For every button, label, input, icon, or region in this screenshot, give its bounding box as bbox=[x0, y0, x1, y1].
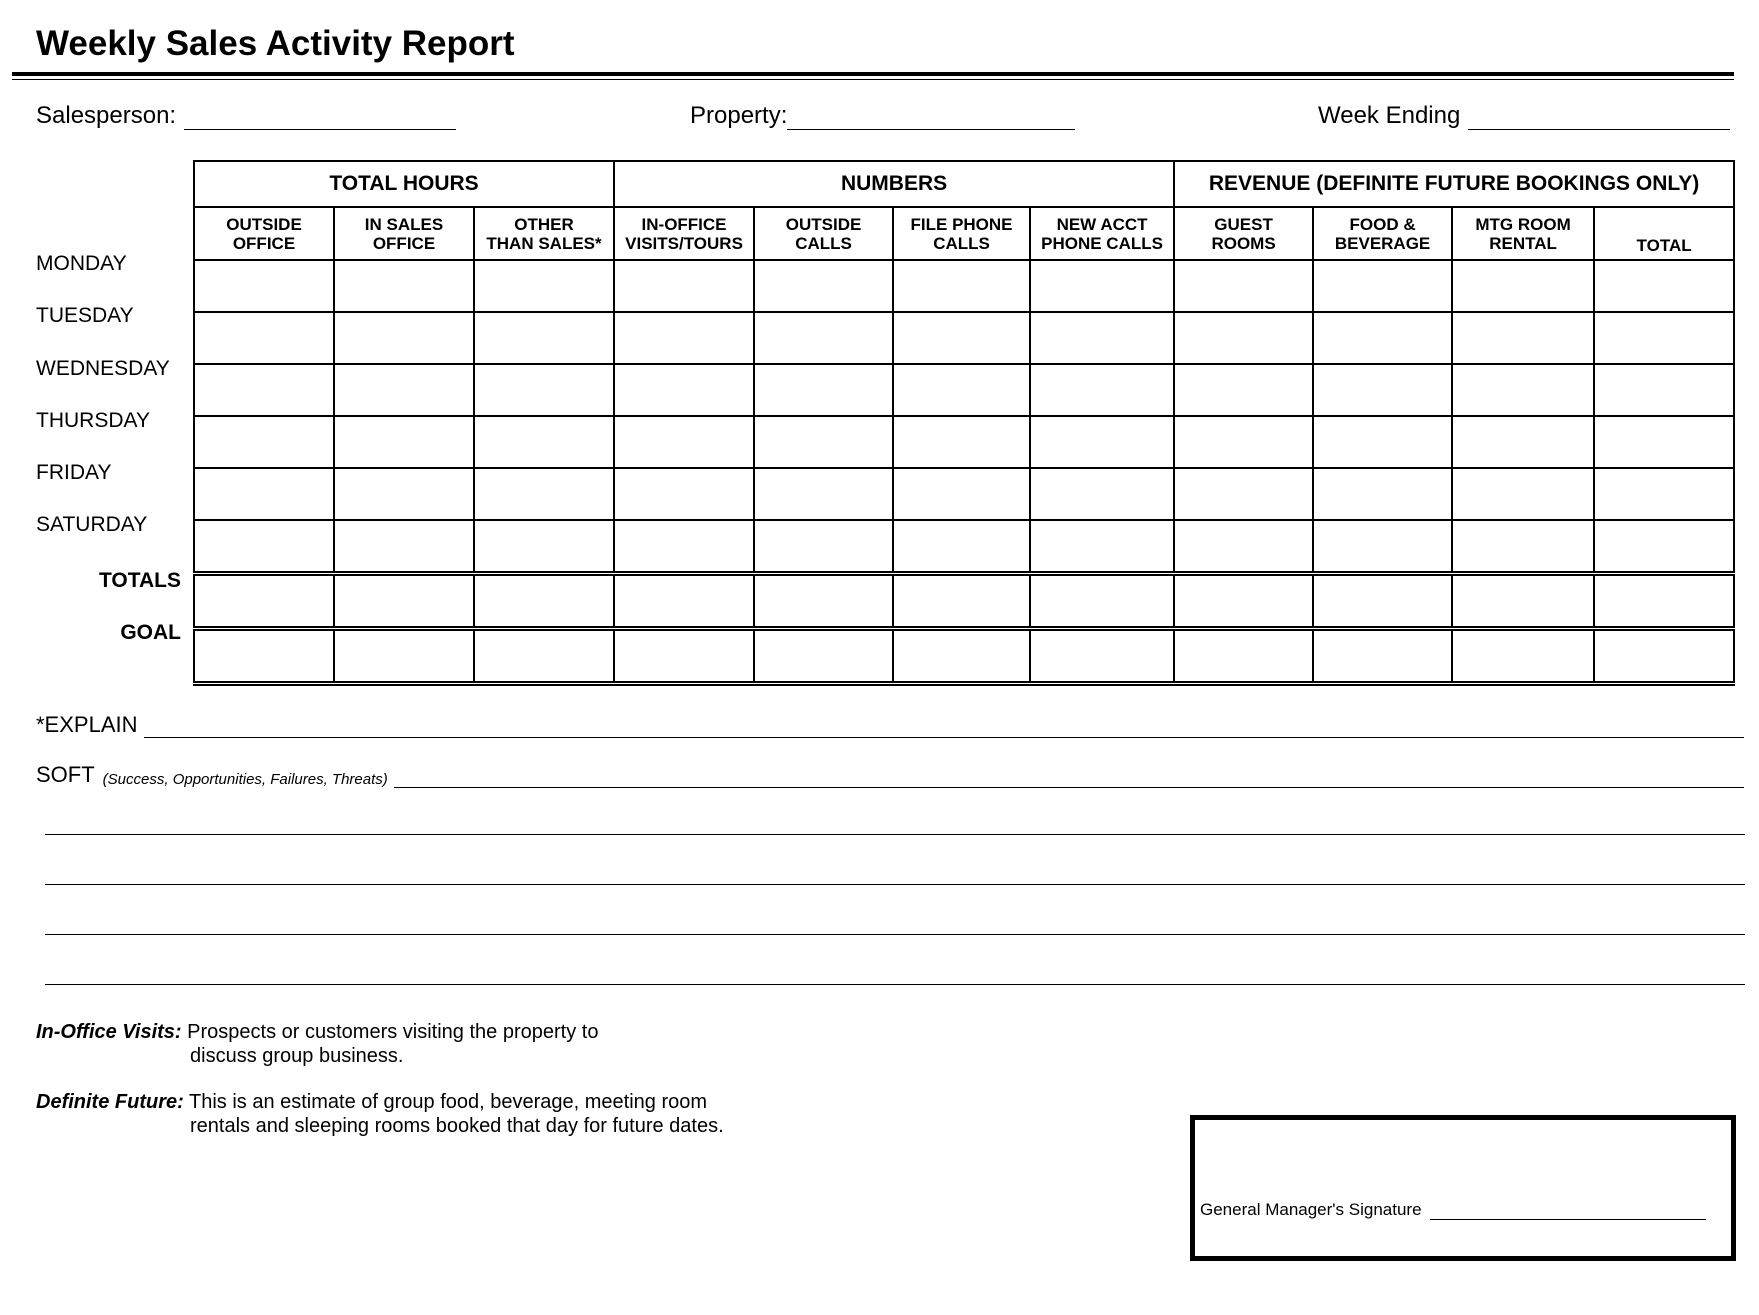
table-cell[interactable] bbox=[893, 629, 1030, 684]
table-cell[interactable] bbox=[754, 416, 893, 468]
table-cell[interactable] bbox=[194, 520, 334, 574]
col-guest-rooms: GUEST ROOMS bbox=[1174, 207, 1313, 260]
group-total-hours: TOTAL HOURS bbox=[194, 161, 614, 207]
table-row-goal bbox=[194, 629, 1734, 684]
table-cell[interactable] bbox=[1313, 416, 1452, 468]
table-cell[interactable] bbox=[1030, 416, 1174, 468]
col-total: TOTAL bbox=[1594, 207, 1734, 260]
table-cell[interactable] bbox=[194, 574, 334, 629]
table-cell[interactable] bbox=[1594, 364, 1734, 416]
table-cell[interactable] bbox=[1313, 312, 1452, 364]
salesperson-label: Salesperson: bbox=[36, 102, 177, 129]
table-cell[interactable] bbox=[194, 260, 334, 312]
table-cell[interactable] bbox=[1313, 364, 1452, 416]
col-in-office-visits: IN-OFFICE VISITS/TOURS bbox=[614, 207, 754, 260]
table-cell[interactable] bbox=[334, 260, 474, 312]
page-title: Weekly Sales Activity Report bbox=[36, 24, 515, 63]
table-cell[interactable] bbox=[474, 468, 614, 520]
table-cell[interactable] bbox=[1174, 629, 1313, 684]
table-cell[interactable] bbox=[754, 629, 893, 684]
row-label-thursday: THURSDAY bbox=[36, 409, 150, 432]
signature-input-line[interactable] bbox=[1430, 1203, 1706, 1220]
table-row-friday bbox=[194, 468, 1734, 520]
table-cell[interactable] bbox=[474, 520, 614, 574]
table-cell[interactable] bbox=[1313, 520, 1452, 574]
soft-hint: (Success, Opportunities, Failures, Threats) bbox=[102, 771, 388, 788]
table-cell[interactable] bbox=[614, 468, 754, 520]
table-cell[interactable] bbox=[334, 416, 474, 468]
table-cell[interactable] bbox=[334, 312, 474, 364]
row-label-goal: GOAL bbox=[120, 621, 181, 644]
table-cell[interactable] bbox=[474, 364, 614, 416]
title-rule-thin bbox=[12, 79, 1734, 80]
property-input-line[interactable] bbox=[787, 107, 1075, 130]
table-cell[interactable] bbox=[474, 416, 614, 468]
table-cell[interactable] bbox=[194, 629, 334, 684]
table-cell[interactable] bbox=[893, 364, 1030, 416]
table-cell[interactable] bbox=[1174, 520, 1313, 574]
col-in-sales-office: IN SALES OFFICE bbox=[334, 207, 474, 260]
week-ending-label: Week Ending bbox=[1318, 102, 1461, 129]
table-cell[interactable] bbox=[1452, 468, 1594, 520]
table-cell[interactable] bbox=[194, 416, 334, 468]
table-cell[interactable] bbox=[1174, 468, 1313, 520]
table-cell[interactable] bbox=[1452, 416, 1594, 468]
soft-field bbox=[36, 762, 1744, 788]
soft-label: SOFT bbox=[36, 762, 95, 787]
table-cell[interactable] bbox=[614, 312, 754, 364]
table-row-saturday bbox=[194, 520, 1734, 574]
table-cell[interactable] bbox=[754, 468, 893, 520]
col-other-than-sales: OTHER THAN SALES* bbox=[474, 207, 614, 260]
table-cell[interactable] bbox=[614, 416, 754, 468]
table-cell[interactable] bbox=[474, 574, 614, 629]
table-row-thursday bbox=[194, 416, 1734, 468]
explain-label: *EXPLAIN bbox=[36, 712, 138, 737]
table-cell[interactable] bbox=[334, 574, 474, 629]
group-header-row bbox=[194, 161, 1734, 207]
table-cell[interactable] bbox=[1030, 629, 1174, 684]
table-cell[interactable] bbox=[1452, 520, 1594, 574]
week-ending-input-line[interactable] bbox=[1468, 107, 1730, 130]
table-cell[interactable] bbox=[1452, 260, 1594, 312]
activity-table bbox=[193, 160, 1735, 686]
table-cell[interactable] bbox=[1030, 520, 1174, 574]
signature-box bbox=[1190, 1115, 1736, 1261]
table-cell[interactable] bbox=[1594, 260, 1734, 312]
table-cell[interactable] bbox=[1452, 629, 1594, 684]
notes-line[interactable] bbox=[45, 884, 1745, 885]
week-ending-field bbox=[1318, 102, 1730, 130]
property-field bbox=[690, 102, 1075, 130]
table-cell[interactable] bbox=[334, 364, 474, 416]
table-cell[interactable] bbox=[614, 574, 754, 629]
table-cell[interactable] bbox=[1174, 416, 1313, 468]
note-term: In-Office Visits: bbox=[36, 1021, 182, 1043]
table-cell[interactable] bbox=[754, 260, 893, 312]
signature-label: General Manager's Signature bbox=[1200, 1200, 1422, 1219]
table-cell[interactable] bbox=[1030, 468, 1174, 520]
table-cell[interactable] bbox=[754, 364, 893, 416]
table-cell[interactable] bbox=[334, 629, 474, 684]
table-cell[interactable] bbox=[1452, 312, 1594, 364]
note-term: Definite Future: bbox=[36, 1091, 184, 1113]
table-cell[interactable] bbox=[1452, 364, 1594, 416]
table-cell[interactable] bbox=[754, 312, 893, 364]
row-label-tuesday: TUESDAY bbox=[36, 304, 134, 327]
col-mtg-room-rental: MTG ROOM RENTAL bbox=[1452, 207, 1594, 260]
table-cell[interactable] bbox=[334, 520, 474, 574]
table-cell[interactable] bbox=[1030, 364, 1174, 416]
col-food-beverage: FOOD & BEVERAGE bbox=[1313, 207, 1452, 260]
note-in-office-visits: In-Office Visits: Prospects or customers visiting the property to discuss group business. bbox=[36, 1021, 599, 1067]
col-outside-calls: OUTSIDE CALLS bbox=[754, 207, 893, 260]
row-label-friday: FRIDAY bbox=[36, 461, 112, 484]
table-cell[interactable] bbox=[893, 574, 1030, 629]
explain-input-line[interactable] bbox=[144, 717, 1745, 738]
table-row-tuesday bbox=[194, 312, 1734, 364]
column-header-row bbox=[194, 207, 1734, 260]
table-cell[interactable] bbox=[1174, 364, 1313, 416]
table-cell[interactable] bbox=[614, 364, 754, 416]
table-cell[interactable] bbox=[1313, 629, 1452, 684]
table-cell[interactable] bbox=[1594, 416, 1734, 468]
table-cell[interactable] bbox=[474, 260, 614, 312]
notes-line[interactable] bbox=[45, 984, 1745, 985]
table-cell[interactable] bbox=[893, 260, 1030, 312]
table-row-monday bbox=[194, 260, 1734, 312]
explain-field bbox=[36, 712, 1744, 738]
table-cell[interactable] bbox=[614, 260, 754, 312]
soft-input-line[interactable] bbox=[394, 767, 1744, 788]
table-cell[interactable] bbox=[1594, 574, 1734, 629]
col-new-acct-phone-calls: NEW ACCT PHONE CALLS bbox=[1030, 207, 1174, 260]
property-label: Property: bbox=[690, 102, 788, 129]
row-label-monday: MONDAY bbox=[36, 252, 127, 275]
group-numbers: NUMBERS bbox=[614, 161, 1174, 207]
note-definite-future: Definite Future: This is an estimate of group food, beverage, meeting room rentals and sleeping rooms booked that day for future dates. bbox=[36, 1091, 724, 1137]
table-cell[interactable] bbox=[1030, 574, 1174, 629]
table-cell[interactable] bbox=[474, 312, 614, 364]
group-revenue: REVENUE (DEFINITE FUTURE BOOKINGS ONLY) bbox=[1174, 161, 1734, 207]
table-cell[interactable] bbox=[1313, 574, 1452, 629]
table-row-totals bbox=[194, 574, 1734, 629]
table-cell[interactable] bbox=[1313, 468, 1452, 520]
table-cell[interactable] bbox=[1594, 312, 1734, 364]
table-cell[interactable] bbox=[1452, 574, 1594, 629]
table-cell[interactable] bbox=[194, 312, 334, 364]
table-cell[interactable] bbox=[1594, 520, 1734, 574]
table-cell[interactable] bbox=[614, 629, 754, 684]
title-rule-thick bbox=[12, 72, 1734, 76]
table-cell[interactable] bbox=[194, 468, 334, 520]
table-cell[interactable] bbox=[893, 468, 1030, 520]
table-cell[interactable] bbox=[754, 574, 893, 629]
salesperson-input-line[interactable] bbox=[184, 107, 456, 130]
table-cell[interactable] bbox=[893, 416, 1030, 468]
col-outside-office: OUTSIDE OFFICE bbox=[194, 207, 334, 260]
notes-line[interactable] bbox=[45, 834, 1745, 835]
table-cell[interactable] bbox=[754, 520, 893, 574]
table-cell[interactable] bbox=[1594, 629, 1734, 684]
table-cell[interactable] bbox=[1594, 468, 1734, 520]
table-cell[interactable] bbox=[893, 312, 1030, 364]
table-cell[interactable] bbox=[1030, 260, 1174, 312]
row-label-saturday: SATURDAY bbox=[36, 513, 148, 536]
signature-field bbox=[1200, 1200, 1706, 1220]
col-file-phone-calls: FILE PHONE CALLS bbox=[893, 207, 1030, 260]
table-cell[interactable] bbox=[194, 364, 334, 416]
table-cell[interactable] bbox=[1174, 260, 1313, 312]
row-label-totals: TOTALS bbox=[98, 569, 181, 592]
table-cell[interactable] bbox=[614, 520, 754, 574]
table-cell[interactable] bbox=[1174, 574, 1313, 629]
table-cell[interactable] bbox=[893, 520, 1030, 574]
table-cell[interactable] bbox=[334, 468, 474, 520]
notes-line[interactable] bbox=[45, 934, 1745, 935]
table-cell[interactable] bbox=[474, 629, 614, 684]
table-cell[interactable] bbox=[1174, 312, 1313, 364]
row-label-wednesday: WEDNESDAY bbox=[36, 357, 170, 380]
table-cell[interactable] bbox=[1313, 260, 1452, 312]
table-row-wednesday bbox=[194, 364, 1734, 416]
salesperson-field bbox=[36, 102, 456, 130]
table-cell[interactable] bbox=[1030, 312, 1174, 364]
